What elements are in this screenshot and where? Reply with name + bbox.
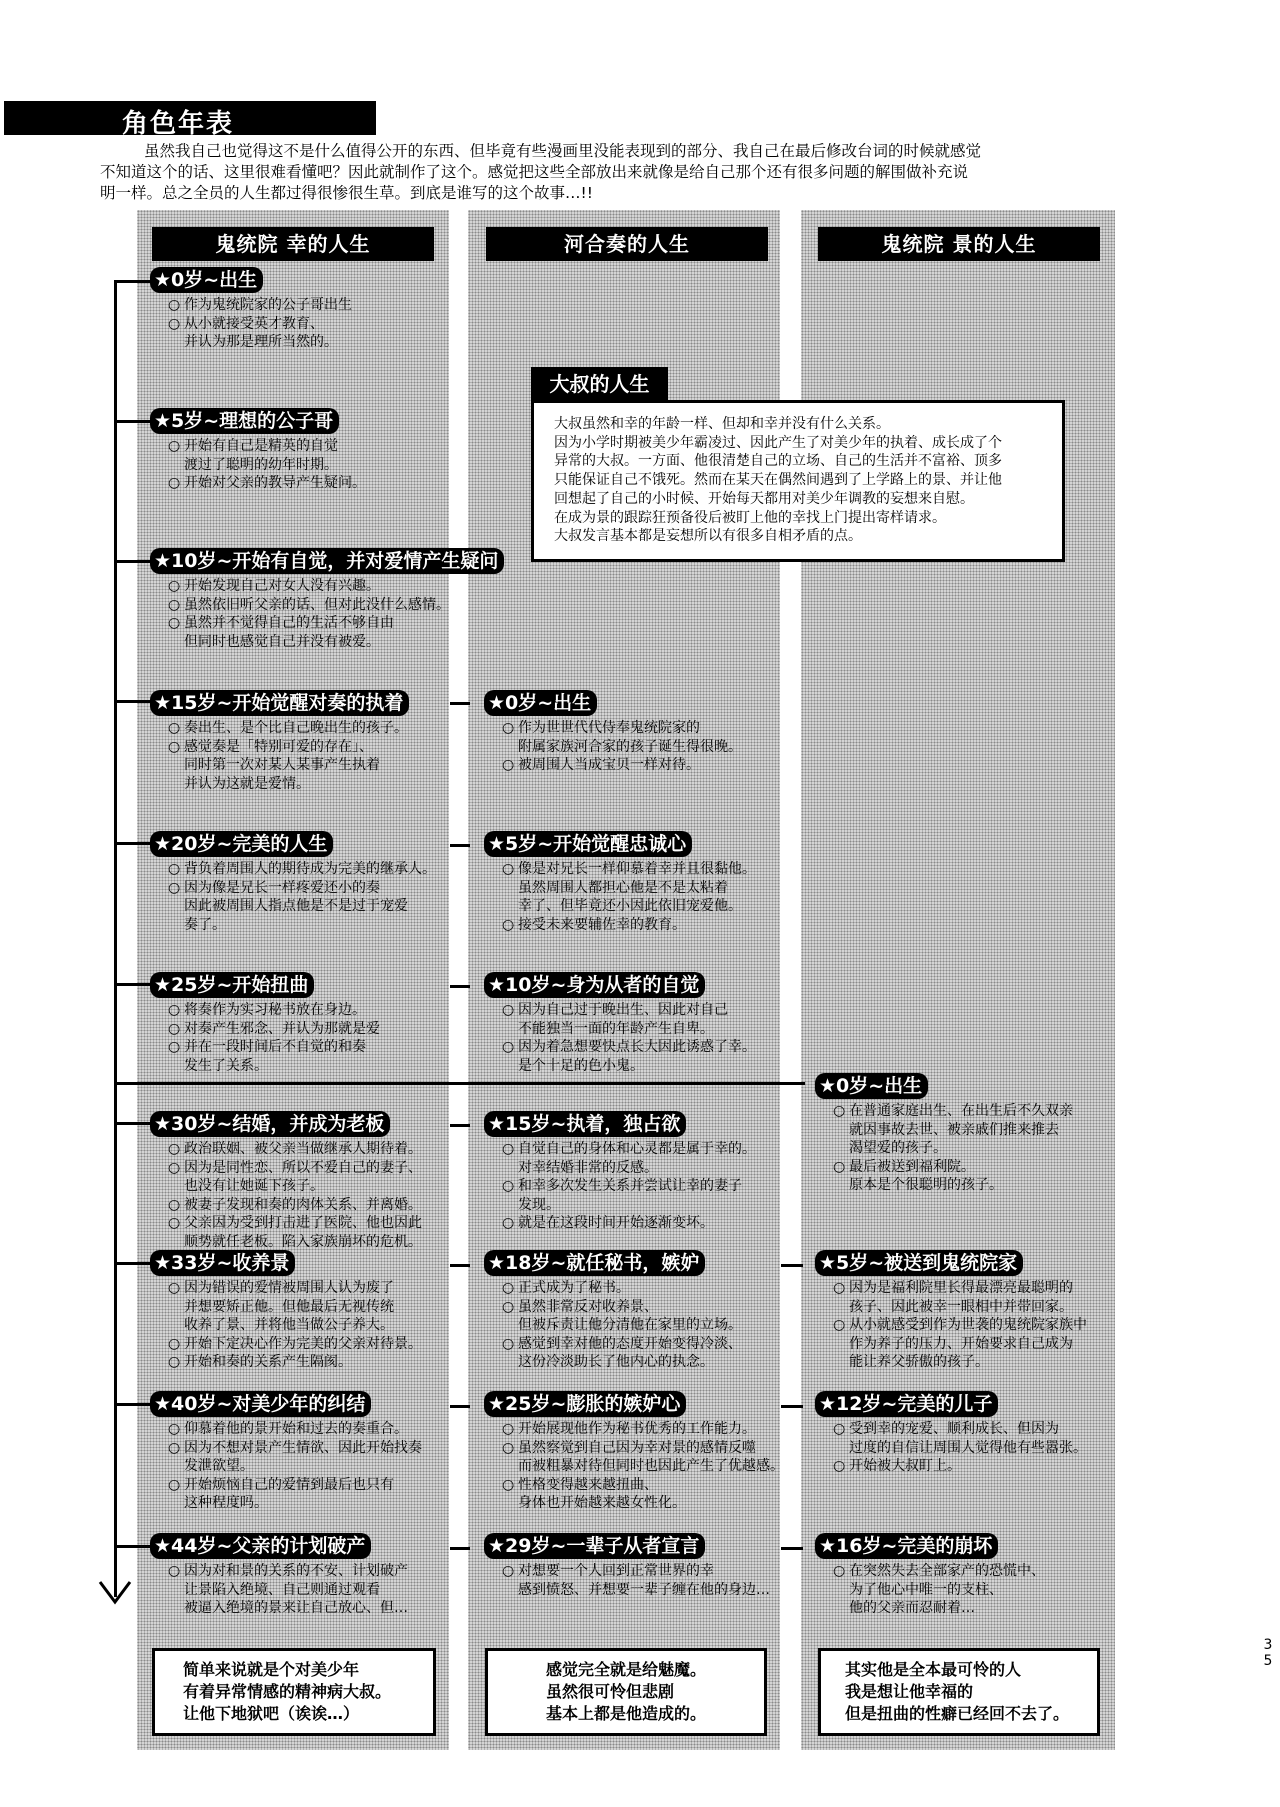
timeline-entry bbox=[484, 1533, 770, 1599]
entry-title: ★25岁~开始扭曲 bbox=[150, 972, 314, 998]
entry-title: ★10岁~身为从者的自觉 bbox=[484, 972, 705, 998]
bullet-line: 自觉自己的身体和心灵都是属于幸的。 bbox=[518, 1141, 756, 1157]
timeline-entry bbox=[484, 1111, 756, 1233]
entry-title: ★10岁~开始有自觉，并对爱情产生疑问 bbox=[150, 548, 504, 574]
bullet-line: 是个十足的色小鬼。 bbox=[518, 1057, 644, 1074]
bullet-line: 能让养父骄傲的孩子。 bbox=[849, 1354, 989, 1370]
bullet-line: 虽然并不觉得自己的生活不够自由 bbox=[184, 615, 394, 631]
bullet-line: 感觉奏是「特别可爱的存在」、 bbox=[184, 738, 373, 755]
page-title: 角色年表 bbox=[122, 109, 235, 139]
bullet bbox=[168, 1140, 422, 1159]
bullet-line: 发生了关系。 bbox=[184, 1057, 268, 1074]
entry-title: ★33岁~收养景 bbox=[150, 1250, 295, 1276]
bullet-line: 和幸多次发生关系并尝试让幸的妻子 bbox=[518, 1178, 742, 1194]
bullet-line: 开始展现他作为秘书优秀的工作能力。 bbox=[518, 1421, 756, 1437]
bullet-line: 感到愤怒、并想要一辈子缠在他的身边… bbox=[518, 1581, 770, 1598]
bullet bbox=[502, 916, 756, 935]
bullet-line: 开始和奏的关系产生隔阂。 bbox=[184, 1354, 352, 1370]
bullet-line: 对奏产生邪念、并认为那就是爱 bbox=[184, 1020, 380, 1037]
timeline-entry bbox=[815, 1250, 1087, 1372]
timeline-entry bbox=[150, 408, 366, 493]
bullet-line: 而被粗暴对待但同时也因此产生了优越感。 bbox=[518, 1458, 784, 1474]
uncle-line: 回想起了自己的小时候、开始每天都用对美少年调教的妄想来自慰。 bbox=[554, 490, 974, 507]
summary-line: 但是扭曲的性癖已经回不去了。 bbox=[845, 1704, 1070, 1723]
entry-title: ★40岁~对美少年的纠结 bbox=[150, 1391, 371, 1417]
bullet bbox=[168, 1353, 422, 1372]
bullet-line: 因为对和景的关系的不安、计划破产 bbox=[184, 1563, 408, 1579]
timeline-entry bbox=[150, 1391, 422, 1513]
bullet-line: 不能独当一面的年龄产生自卑。 bbox=[518, 1020, 714, 1037]
bullet-line: 被妻子发现和奏的肉体关系、并离婚。 bbox=[184, 1196, 422, 1213]
entry-title: ★30岁~结婚，并成为老板 bbox=[150, 1111, 390, 1137]
bullet-line: 作为世世代代侍奉鬼统院家的 bbox=[518, 720, 700, 736]
timeline-axis bbox=[114, 280, 117, 1597]
bullet-line: 虽然依旧听父亲的话、但对此没什么感情。 bbox=[184, 596, 450, 613]
tick bbox=[115, 420, 153, 423]
bullet bbox=[502, 1476, 784, 1513]
bullet-line: 像是对兄长一样仰慕着幸并且很黏他。 bbox=[518, 861, 756, 877]
bullet bbox=[168, 1439, 422, 1476]
page-number-text: 3 5 bbox=[1263, 1637, 1273, 1669]
bullet-line: 作为养子的压力、开始要求自己成为 bbox=[849, 1335, 1073, 1352]
bullet bbox=[502, 1335, 742, 1372]
entry-title: ★29岁~一辈子从者宣言 bbox=[484, 1533, 705, 1559]
bullet-line: 因为错误的爱情被周围人认为废了 bbox=[184, 1280, 394, 1296]
tick bbox=[115, 560, 153, 563]
uncle-box bbox=[531, 400, 1065, 562]
bullet-line: 渡过了聪明的幼年时期。 bbox=[184, 456, 338, 473]
bullet-line: 奏了。 bbox=[184, 916, 226, 933]
bullet-line: 并认为这就是爱情。 bbox=[184, 775, 310, 792]
bullet-line: 正式成为了秘书。 bbox=[518, 1280, 630, 1296]
bullet-line: 附属家族河合家的孩子诞生得很晚。 bbox=[518, 738, 742, 755]
summary-kou bbox=[152, 1648, 436, 1736]
bullet-line: 发泄欲望。 bbox=[184, 1458, 254, 1474]
bullet-line: 接受未来要辅佐幸的教育。 bbox=[518, 916, 686, 933]
uncle-line: 异常的大叔。一方面、他很清楚自己的立场、自己的生活并不富裕、顶多 bbox=[554, 453, 1002, 470]
entry-title: ★18岁~就任秘书，嫉妒 bbox=[484, 1250, 705, 1276]
timeline-entry bbox=[815, 1533, 1045, 1618]
uncle-line: 因为小学时期被美少年霸凌过、因此产生了对美少年的执着、成长成了个 bbox=[554, 434, 1002, 451]
bullet-line: 并想要矫正他。但他最后无视传统 bbox=[184, 1298, 394, 1315]
bullet bbox=[833, 1420, 1087, 1457]
dash bbox=[781, 1264, 803, 1267]
summary-line: 其实他是全本最可怜的人 bbox=[845, 1660, 1022, 1679]
bullet-line: 因为是同性恋、所以不爱自己的妻子、 bbox=[184, 1159, 422, 1176]
bullet-line: 被周围人当成宝贝一样对待。 bbox=[518, 757, 700, 773]
bullet-line: 虽然察觉到自己因为幸对景的感情反噬 bbox=[518, 1439, 756, 1456]
bullet-line: 也没有让她诞下孩子。 bbox=[184, 1178, 324, 1194]
entry-title: ★5岁~理想的公子哥 bbox=[150, 408, 339, 434]
uncle-line: 大叔发言基本都是妄想所以有很多自相矛盾的点。 bbox=[554, 528, 862, 545]
bullet bbox=[168, 1279, 422, 1335]
bullet-line: 就因事故去世、被亲戚们推来推去 bbox=[849, 1121, 1059, 1138]
timeline-entry bbox=[815, 1073, 1073, 1195]
bullet bbox=[168, 296, 352, 315]
uncle-box-header: 大叔的人生 bbox=[531, 367, 668, 402]
bullet-line: 因为像是兄长一样疼爱还小的奏 bbox=[184, 879, 380, 896]
timeline-entry bbox=[150, 548, 504, 651]
tick bbox=[115, 983, 153, 986]
bullet-line: 渴望爱的孩子。 bbox=[849, 1140, 947, 1156]
timeline-entry bbox=[150, 267, 352, 352]
bullet-line: 他的父亲而忍耐着… bbox=[849, 1600, 975, 1616]
bullet bbox=[502, 1420, 784, 1439]
bullet-line: 从小就感受到作为世袭的鬼统院家族中 bbox=[849, 1317, 1087, 1333]
bullet-line: 并认为那是理所当然的。 bbox=[184, 334, 338, 350]
column-header-kou: 鬼统院 幸的人生 bbox=[152, 227, 434, 261]
bullet bbox=[502, 1038, 756, 1075]
tick bbox=[115, 1262, 153, 1265]
bullet bbox=[833, 1279, 1087, 1316]
bullet-line: 幸了、但毕竟还小因此依旧宠爱他。 bbox=[518, 898, 742, 914]
tick bbox=[115, 1545, 153, 1548]
timeline-entry bbox=[484, 831, 756, 934]
bullet bbox=[833, 1316, 1087, 1372]
bullet-line: 从小就接受英才教育、 bbox=[184, 315, 324, 332]
bullet bbox=[168, 719, 409, 738]
bullet-line: 开始对父亲的教导产生疑问。 bbox=[184, 475, 366, 491]
bullet-line: 奏出生、是个比自己晚出生的孩子。 bbox=[184, 720, 408, 736]
bullet-line: 背负着周围人的期待成为完美的继承人。 bbox=[184, 861, 436, 877]
bullet-line: 同时第一次对某人某事产生执着 bbox=[184, 757, 380, 773]
entry-title: ★5岁~开始觉醒忠诚心 bbox=[484, 831, 692, 857]
bullet bbox=[168, 577, 504, 596]
bullet-line: 收养了景、并将他当做公子养大。 bbox=[184, 1317, 394, 1333]
bullet-line: 对想要一个人回到正常世界的幸 bbox=[518, 1563, 714, 1579]
bullet bbox=[502, 860, 756, 916]
bullet-line: 原本是个很聪明的孩子。 bbox=[849, 1177, 1003, 1193]
dash bbox=[781, 1405, 803, 1408]
summary-line: 有着异常情感的精神病大叔。 bbox=[183, 1682, 392, 1701]
bullet-line: 虽然周围人都担心他是不是太粘着 bbox=[518, 879, 728, 896]
bullet bbox=[168, 879, 436, 935]
tick bbox=[115, 280, 153, 283]
bullet-line: 因为自己过于晚出生、因此对自己 bbox=[518, 1002, 728, 1018]
bullet-line: 性格变得越来越扭曲、 bbox=[518, 1476, 658, 1493]
bullet-line: 感觉到幸对他的态度开始变得冷淡、 bbox=[518, 1335, 742, 1352]
column-header-kanade: 河合奏的人生 bbox=[486, 227, 768, 261]
dash bbox=[450, 702, 470, 705]
bullet-line: 被逼入绝境的景来让自己放心、但… bbox=[184, 1600, 408, 1616]
dash bbox=[450, 1124, 470, 1127]
bullet bbox=[168, 1476, 422, 1513]
entry-title: ★12岁~完美的儿子 bbox=[815, 1391, 998, 1417]
entry-title: ★16岁~完美的崩坏 bbox=[815, 1533, 998, 1559]
bullet-line: 因为是福利院里长得最漂亮最聪明的 bbox=[849, 1280, 1073, 1296]
bullet-line: 仰慕着他的景开始和过去的奏重合。 bbox=[184, 1421, 408, 1437]
entry-title: ★25岁~膨胀的嫉妒心 bbox=[484, 1391, 686, 1417]
summary-line: 简单来说就是个对美少年 bbox=[183, 1660, 360, 1679]
tick bbox=[115, 842, 153, 845]
uncle-line: 只能保证自己不饿死。然而在某天在偶然间遇到了上学路上的景、并让他 bbox=[554, 472, 1002, 489]
dash bbox=[450, 1547, 470, 1550]
bullet bbox=[502, 1439, 784, 1476]
bullet bbox=[168, 1420, 422, 1439]
bullet-line: 开始下定决心作为完美的父亲对待景。 bbox=[184, 1335, 422, 1352]
timeline-entry bbox=[484, 1250, 742, 1372]
bullet-line: 这种程度吗。 bbox=[184, 1495, 268, 1511]
bullet-line: 父亲因为受到打击进了医院、他也因此 bbox=[184, 1215, 422, 1231]
bullet-line: 让景陷入绝境、自己则通过观看 bbox=[184, 1581, 380, 1598]
page-title-bar bbox=[4, 101, 376, 139]
timeline-entry bbox=[150, 1111, 422, 1251]
bullet-line: 开始发现自己对女人没有兴趣。 bbox=[184, 578, 380, 594]
timeline-entry bbox=[484, 690, 742, 775]
bullet-line: 因为着急想要快点长大因此诱惑了幸。 bbox=[518, 1039, 756, 1055]
bullet bbox=[168, 738, 409, 794]
tick bbox=[115, 700, 153, 703]
entry-title: ★15岁~开始觉醒对奏的执着 bbox=[150, 690, 409, 716]
bullet bbox=[168, 474, 366, 493]
dash bbox=[450, 1405, 470, 1408]
timeline-entry bbox=[815, 1391, 1087, 1476]
bullet bbox=[168, 1001, 380, 1020]
summary-line: 我是想让他幸福的 bbox=[845, 1682, 974, 1701]
intro-line: 不知道这个的话、这里很难看懂吧？因此就制作了这个。感觉把这些全部放出来就像是给自己那个还有很多问题的解围做补充说 bbox=[100, 163, 969, 181]
page-number bbox=[1262, 1637, 1274, 1669]
bullet bbox=[502, 1001, 756, 1038]
kei-birth-connector bbox=[115, 1082, 805, 1085]
summary-kanade bbox=[485, 1648, 767, 1736]
bullet-line: 但同时也感觉自己并没有被爱。 bbox=[184, 633, 380, 650]
summary-line: 感觉完全就是给魅魔。 bbox=[546, 1660, 707, 1679]
bullet-line: 身体也开始越来越女性化。 bbox=[518, 1495, 686, 1511]
bullet-line: 政治联姻、被父亲当做继承人期待着。 bbox=[184, 1141, 422, 1157]
bullet bbox=[168, 1214, 422, 1251]
column-header-kei: 鬼统院 景的人生 bbox=[818, 227, 1100, 261]
summary-line: 虽然很可怜但悲剧 bbox=[546, 1682, 675, 1701]
bullet bbox=[833, 1102, 1073, 1158]
entry-title: ★0岁~出生 bbox=[150, 267, 263, 293]
tick bbox=[115, 1403, 153, 1406]
timeline-entry bbox=[150, 1250, 422, 1372]
bullet bbox=[168, 1562, 408, 1618]
timeline-entry bbox=[150, 690, 409, 793]
bullet bbox=[833, 1457, 1087, 1476]
bullet bbox=[502, 1298, 742, 1335]
bullet-line: 因此被周围人指点他是不是过于宠爱 bbox=[184, 898, 408, 914]
timeline-entry bbox=[150, 831, 436, 934]
dash bbox=[781, 1547, 803, 1550]
entry-title: ★44岁~父亲的计划破产 bbox=[150, 1533, 371, 1559]
timeline-entry bbox=[150, 1533, 408, 1618]
timeline-entry bbox=[150, 972, 380, 1075]
bullet bbox=[168, 614, 504, 651]
bullet bbox=[168, 1159, 422, 1196]
bullet bbox=[168, 1196, 422, 1215]
bullet bbox=[502, 1140, 756, 1177]
bullet-line: 开始被大叔盯上。 bbox=[849, 1458, 961, 1474]
bullet-line: 开始有自己是精英的自觉 bbox=[184, 438, 338, 454]
timeline-entry bbox=[484, 1391, 784, 1513]
bullet bbox=[168, 437, 366, 474]
entry-title: ★5岁~被送到鬼统院家 bbox=[815, 1250, 1023, 1276]
timeline-entry bbox=[484, 972, 756, 1075]
bullet-line: 但被斥责让他分清他在家里的立场。 bbox=[518, 1317, 742, 1333]
bullet bbox=[502, 756, 742, 775]
bullet bbox=[502, 1279, 742, 1298]
bullet bbox=[168, 315, 352, 352]
bullet-line: 因为不想对景产生情欲、因此开始找奏 bbox=[184, 1439, 422, 1456]
intro-line: 明一样。总之全员的人生都过得很惨很生草。到底是谁写的这个故事…!! bbox=[100, 184, 593, 202]
bullet-line: 孩子、因此被幸一眼相中并带回家。 bbox=[849, 1298, 1073, 1315]
bullet-line: 为了他心中唯一的支柱、 bbox=[849, 1581, 1003, 1598]
entry-title: ★0岁~出生 bbox=[484, 690, 597, 716]
bullet bbox=[168, 596, 504, 615]
summary-line: 让他下地狱吧（诶诶…） bbox=[183, 1704, 360, 1723]
bullet-line: 顺势就任老板。陷入家族崩坏的危机。 bbox=[184, 1233, 422, 1250]
entry-title: ★0岁~出生 bbox=[815, 1073, 928, 1099]
bullet bbox=[502, 719, 742, 756]
bullet bbox=[168, 1038, 380, 1075]
bullet bbox=[833, 1562, 1045, 1618]
intro-text bbox=[100, 141, 1120, 204]
dash bbox=[450, 1264, 470, 1267]
bullet-line: 在普通家庭出生、在出生后不久双亲 bbox=[849, 1103, 1073, 1119]
entry-title: ★15岁~执着，独占欲 bbox=[484, 1111, 686, 1137]
bullet-line: 虽然非常反对收养景、 bbox=[518, 1298, 658, 1315]
bullet bbox=[502, 1177, 756, 1214]
bullet-line: 过度的自信让周围人觉得他有些嚣张。 bbox=[849, 1439, 1087, 1456]
uncle-line: 在成为景的跟踪狂预备役后被盯上他的幸找上门提出寄样请求。 bbox=[554, 509, 946, 526]
dash bbox=[450, 985, 470, 988]
entry-title: ★20岁~完美的人生 bbox=[150, 831, 333, 857]
intro-line: 虽然我自己也觉得这不是什么值得公开的东西、但毕竟有些漫画里没能表现到的部分、我自己在最后修改台词的时候就感觉 bbox=[144, 142, 982, 160]
bullet-line: 作为鬼统院家的公子哥出生 bbox=[184, 297, 352, 313]
dash bbox=[450, 844, 470, 847]
bullet bbox=[168, 1335, 422, 1354]
bullet-line: 并在一段时间后不自觉的和奏 bbox=[184, 1039, 366, 1055]
timeline-arrow-icon bbox=[98, 1580, 134, 1606]
bullet bbox=[168, 860, 436, 879]
bullet bbox=[502, 1562, 770, 1599]
bullet-line: 在突然失去全部家产的恐慌中、 bbox=[849, 1563, 1045, 1579]
bullet-line: 受到幸的宠爱、顺利成长、但因为 bbox=[849, 1421, 1059, 1437]
summary-line: 基本上都是他造成的。 bbox=[546, 1704, 707, 1723]
bullet-line: 这份冷淡助长了他内心的执念。 bbox=[518, 1354, 714, 1370]
bullet bbox=[502, 1214, 756, 1233]
bullet-line: 对幸结婚非常的反感。 bbox=[518, 1159, 658, 1176]
bullet-line: 将奏作为实习秘书放在身边。 bbox=[184, 1002, 366, 1018]
bullet bbox=[833, 1158, 1073, 1195]
summary-kei bbox=[818, 1648, 1100, 1736]
tick bbox=[115, 1122, 153, 1125]
bullet-line: 开始烦恼自己的爱情到最后也只有 bbox=[184, 1476, 394, 1493]
bullet bbox=[168, 1020, 380, 1039]
uncle-line: 大叔虽然和幸的年龄一样、但却和幸并没有什么关系。 bbox=[554, 416, 890, 432]
bullet-line: 最后被送到福利院。 bbox=[849, 1158, 975, 1175]
bullet-line: 就是在这段时间开始逐渐变坏。 bbox=[518, 1215, 714, 1231]
bullet-line: 发现。 bbox=[518, 1196, 560, 1213]
